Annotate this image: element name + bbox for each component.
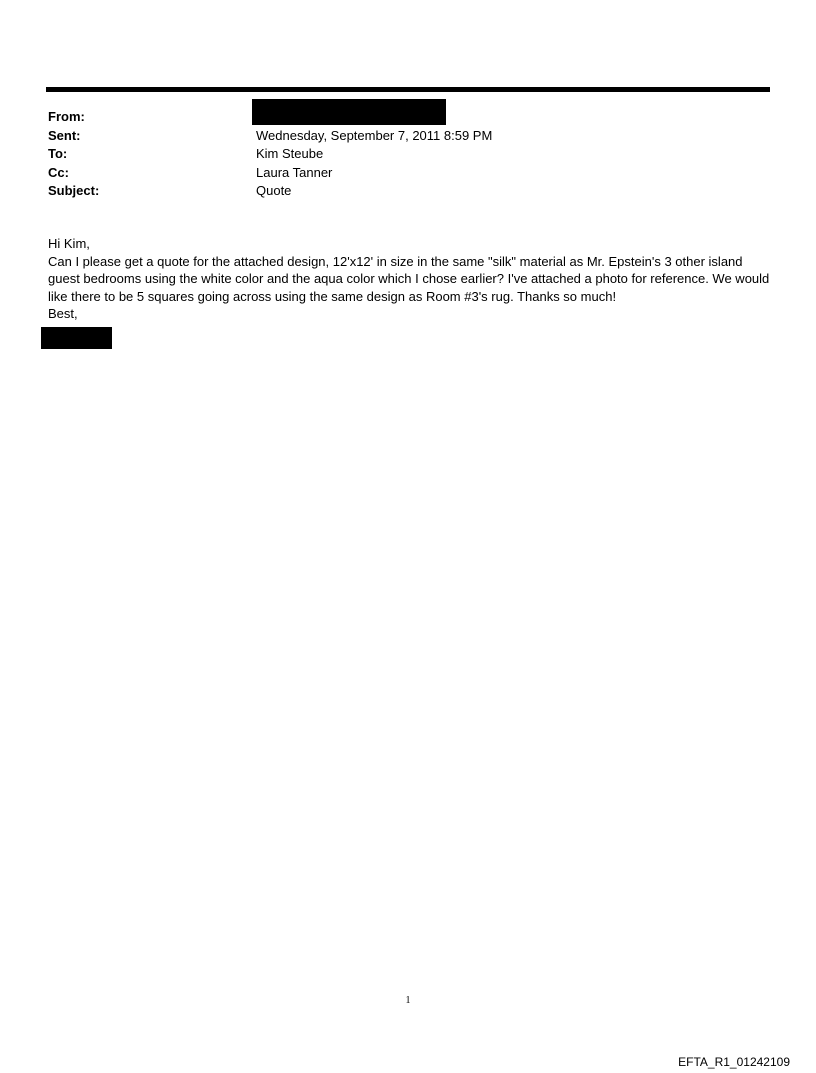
- to-label: To:: [48, 146, 68, 161]
- greeting: Hi Kim,: [48, 236, 90, 251]
- page-number: 1: [405, 995, 411, 1006]
- header-rule: [46, 87, 770, 92]
- from-redaction: [252, 99, 446, 125]
- closing: Best,: [48, 306, 78, 322]
- subject-label: Subject:: [48, 183, 100, 198]
- body-paragraph: Can I please get a quote for the attached design, 12'x12' in size in the same "silk" material as Mr. Epstein's 3 other island guest bedrooms using the white color and the aqua color which I chose earlier? I've attached a photo for reference. We would like there to be 5 squares going across using the same design as Room #3's rug. Thanks so much!: [48, 253, 770, 304]
- signature-redaction: [41, 327, 112, 349]
- from-label: From:: [48, 109, 85, 124]
- cc-label: Cc:: [48, 164, 69, 180]
- subject-value: Quote: [256, 183, 292, 198]
- sent-label: Sent:: [48, 127, 81, 143]
- document-id: EFTA_R1_01242109: [678, 1055, 790, 1069]
- email-body: [48, 235, 776, 323]
- sent-value: Wednesday, September 7, 2011 8:59 PM: [256, 127, 493, 143]
- to-value: Kim Steube: [256, 146, 324, 161]
- cc-value: Laura Tanner: [256, 164, 333, 180]
